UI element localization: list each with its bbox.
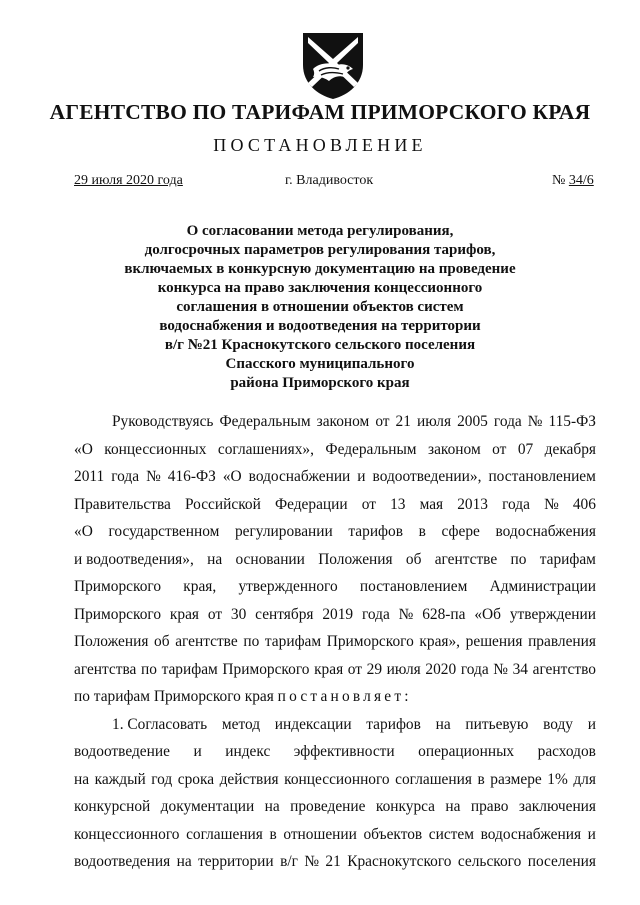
word: 2011 [74,468,105,485]
word: 21 [395,413,411,430]
word: агентстве [175,633,238,650]
word: Краснокутского [347,853,452,870]
word: право [470,798,509,815]
word: сентября [255,605,314,623]
document-city: г. Владивосток [285,173,374,188]
word: 30 [230,605,247,623]
word: размере [490,770,542,788]
subject-line: водоснабжения и водоотведения на территории [159,318,481,334]
word: правления [528,633,596,650]
word: на [207,550,223,568]
word: от [375,413,390,430]
word: конкурсной [74,798,151,815]
body-line [74,573,596,601]
word: объектов [363,825,423,843]
subject-line: О согласовании метода регулирования, [186,223,454,239]
document-type: ПОСТАНОВЛЕНИЕ [213,135,427,155]
body-line [74,436,596,464]
word: 29 [366,660,383,678]
word: по [243,633,260,650]
word: тарифов [366,715,421,733]
word: в [477,770,485,788]
word: Приморского [222,660,310,678]
word: водоотведении», [372,468,482,485]
word: воду [543,715,574,733]
word: водоснабжения [495,523,596,540]
word: утверждении [509,605,596,623]
word: «О [74,440,93,458]
word: концессионного [74,825,180,843]
word: и [587,825,596,843]
word: территории [198,853,274,870]
word: июля [386,660,421,678]
word: проведение [290,798,366,815]
word: № [146,468,161,485]
word: Федерации [274,495,348,513]
word: заключения [518,798,596,815]
word: систем [428,825,474,843]
word: и [357,468,366,485]
word: сфере [441,523,480,540]
word: июля [416,413,452,430]
subject-line: в/г №21 Краснокутского сельского поселения [164,337,476,353]
body-line [74,546,596,574]
word: индексации [274,715,352,733]
word: от [347,660,363,678]
word: операционных [418,743,515,760]
word: постановлением [359,578,468,595]
word: от [207,605,223,623]
body-line [74,408,596,436]
document-number-value: 34/6 [568,173,594,188]
word: и водоотведения», [74,550,194,568]
coat-of-arms-icon [297,29,369,101]
word: № [398,605,414,623]
word: в [418,523,426,540]
word: Администрации [489,578,596,595]
word: 2005 [457,413,488,430]
word: индекс [225,743,271,760]
word: 115-ФЗ [548,413,596,430]
subject-line: соглашения в отношении объектов систем [176,299,464,315]
word: «О [222,468,242,485]
word: соглашения [186,825,263,843]
word: 628-па [422,605,466,623]
word: декабря [544,440,596,458]
word: на [445,798,461,815]
word: 07 [517,440,534,458]
word: по [141,660,157,678]
word: от [492,440,507,458]
word: № [493,660,508,678]
word: на [74,770,90,788]
word: на [264,798,280,815]
body-line [74,656,596,684]
word: в/г [280,853,298,870]
word: тарифам [264,633,322,650]
word: тарифов [348,523,403,540]
word: концессионного [284,770,390,788]
body-line [74,518,596,546]
word: сельского [457,853,522,870]
word: от [361,495,376,513]
word: года [460,660,489,678]
body-line [74,491,596,519]
word: 34 [512,660,528,678]
word: агентстве [434,550,498,568]
word: 21 [325,853,341,870]
word: на [176,853,192,870]
word: края [314,660,344,678]
word: год [151,770,173,788]
word: Российской [184,495,261,513]
word: 1% [547,770,568,788]
word: основании [235,550,305,568]
document-number-prefix: № [552,173,569,188]
body-line [74,463,596,491]
word: агентство [532,660,596,678]
word: края, [183,578,217,595]
word: метод [221,715,261,733]
body-line [74,793,596,821]
word: тарифам [539,550,596,568]
word: года [111,468,140,485]
word: 13 [390,495,406,513]
word: эффективности [293,743,395,760]
word: Руководствуясь [112,413,214,430]
word: Приморского [74,605,162,623]
word: для [573,770,596,788]
word: и [587,715,596,733]
word: соглашениях», [217,440,314,458]
word: Положения [74,633,149,650]
body-line [74,711,596,739]
word: Федеральным [219,413,311,430]
word: 1. Согласовать [112,715,208,733]
word: Приморского [74,578,162,595]
word: «Об [474,605,501,623]
word: года [502,495,530,513]
word: отношении [283,825,357,843]
body-line [74,738,596,766]
subject-line: включаемых в конкурсную документацию на проведение [124,261,516,277]
word: 2013 [457,495,488,513]
text-run: по тарифам Приморского края [74,688,278,705]
word: года [361,605,390,623]
word: утвержденного [238,578,338,595]
word: № [544,495,559,513]
word: Федеральным [325,440,417,458]
word: № [304,853,320,870]
body-line [74,628,596,656]
word: Положения [318,550,393,568]
word: государственном [108,523,220,540]
word: законом [428,440,481,458]
body-line [74,848,596,876]
word: по [510,550,527,568]
agency-name: АГЕНТСТВО ПО ТАРИФАМ ПРИМОРСКОГО КРАЯ [49,100,591,124]
word: соглашения [395,770,472,788]
word: об [405,550,422,568]
document-number [552,173,594,189]
word: поселения [527,853,596,870]
word: 2019 [322,605,354,623]
word: края [169,605,199,623]
word: мая [419,495,444,513]
resolution-word: постановляет: [277,688,412,705]
word: регулировании [234,523,333,540]
word: агентства [74,660,137,678]
body-line [74,821,596,849]
word: Правительства [74,495,171,513]
word: каждый [94,770,146,788]
document-date: 29 июля 2020 года [74,173,183,188]
subject-line: конкурса на право заключения концессионного [157,280,483,296]
body-line [74,683,596,711]
word: постановлением [488,468,596,485]
body-line [74,601,596,629]
word: в [269,825,277,843]
word: края», [419,633,461,650]
document-body [74,408,596,876]
word: «О [74,523,93,540]
word: питьевую [465,715,529,733]
word: водоотведения [74,853,171,870]
word: Приморского [326,633,414,650]
word: года [493,413,522,430]
word: № [527,413,543,430]
word: срока [177,770,215,788]
word: и [193,743,202,760]
word: действия [219,770,279,788]
word: на [435,715,451,733]
document-subject [0,222,640,393]
subject-line: долгосрочных параметров регулирования тарифов, [144,242,496,258]
word: концессионных [104,440,207,458]
word: 2020 [425,660,457,678]
word: об [154,633,170,650]
word: водоотведение [74,743,170,760]
word: расходов [537,743,596,760]
body-line [74,766,596,794]
subject-line: района Приморского края [230,375,410,391]
word: водоснабжения [480,825,582,843]
word: конкурса [375,798,436,815]
word: 416-ФЗ [167,468,216,485]
word: 406 [572,495,596,513]
word: решения [465,633,523,650]
subject-line: Спасского муниципального [225,356,415,372]
word: законом [316,413,370,430]
word: водоснабжении [248,468,351,485]
word: тарифам [161,660,218,678]
word: документации [160,798,255,815]
